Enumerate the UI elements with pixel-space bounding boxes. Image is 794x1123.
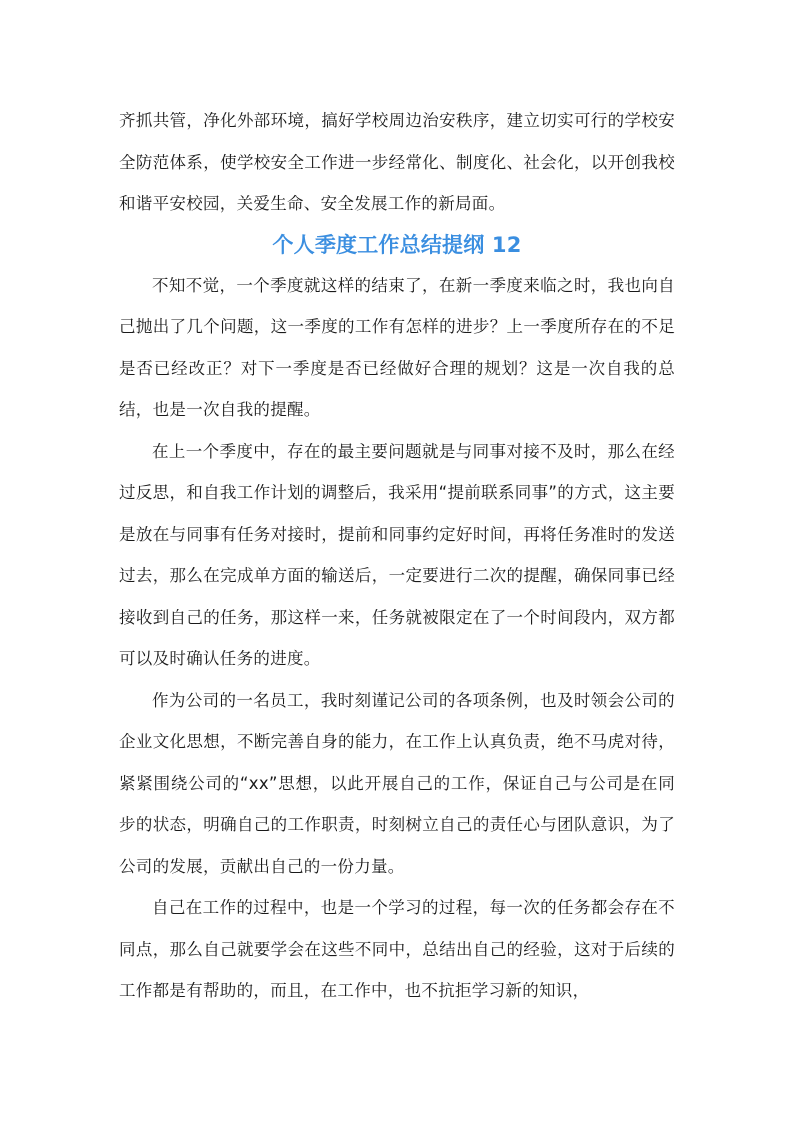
paragraph-3: 作为公司的一名员工，我时刻谨记公司的各项条例，也及时领会公司的企业文化思想，不断完善自身的能力，在工作上认真负责，绝不马虎对待，紧紧围绕公司的“xx”思想，以此开展自己的工作，保证自己与公司是在同步的状态，明确自己的工作职责，时刻树立自己的责任心与团队意识，为了公司的发展，贡献出自己的一份力量。 <box>119 690 675 876</box>
section-heading: 个人季度工作总结提纲 12 <box>272 232 522 257</box>
paragraph-2: 在上一个季度中，存在的最主要问题就是与同事对接不及时，那么在经过反思，和自我工作计划的调整后，我采用“提前联系同事”的方式，这主要是放在与同事有任务对接时，提前和同事约定好时间，再将任务准时的发送过去，那么在完成单方面的输送后，一定要进行二次的提醒，确保同事已经接收到自己的任务，那这样一来，任务就被限定在了一个时间段内，双方都可以及时确认任务的进度。 <box>119 441 675 668</box>
paragraph-1: 不知不觉，一个季度就这样的结束了，在新一季度来临之时，我也向自己抛出了几个问题，这一季度的工作有怎样的进步？上一季度所存在的不足是否已经改正？对下一季度是否已经做好合理的规划？这是一次自我的总结，也是一次自我的提醒。 <box>119 275 675 419</box>
continuation-paragraph: 齐抓共管，净化外部环境，搞好学校周边治安秩序，建立切实可行的学校安全防范体系，使学校安全工作进一步经常化、制度化、社会化，以开创我校和谐平安校园，关爱生命、安全发展工作的新局面。 <box>119 111 675 213</box>
paragraph-4: 自己在工作的过程中，也是一个学习的过程，每一次的任务都会存在不同点，那么自己就要学会在这些不同中，总结出自己的经验，这对于后续的工作都是有帮助的，而且，在工作中，也不抗拒学习新的知识， <box>119 898 675 1000</box>
document-body <box>119 100 675 1012</box>
